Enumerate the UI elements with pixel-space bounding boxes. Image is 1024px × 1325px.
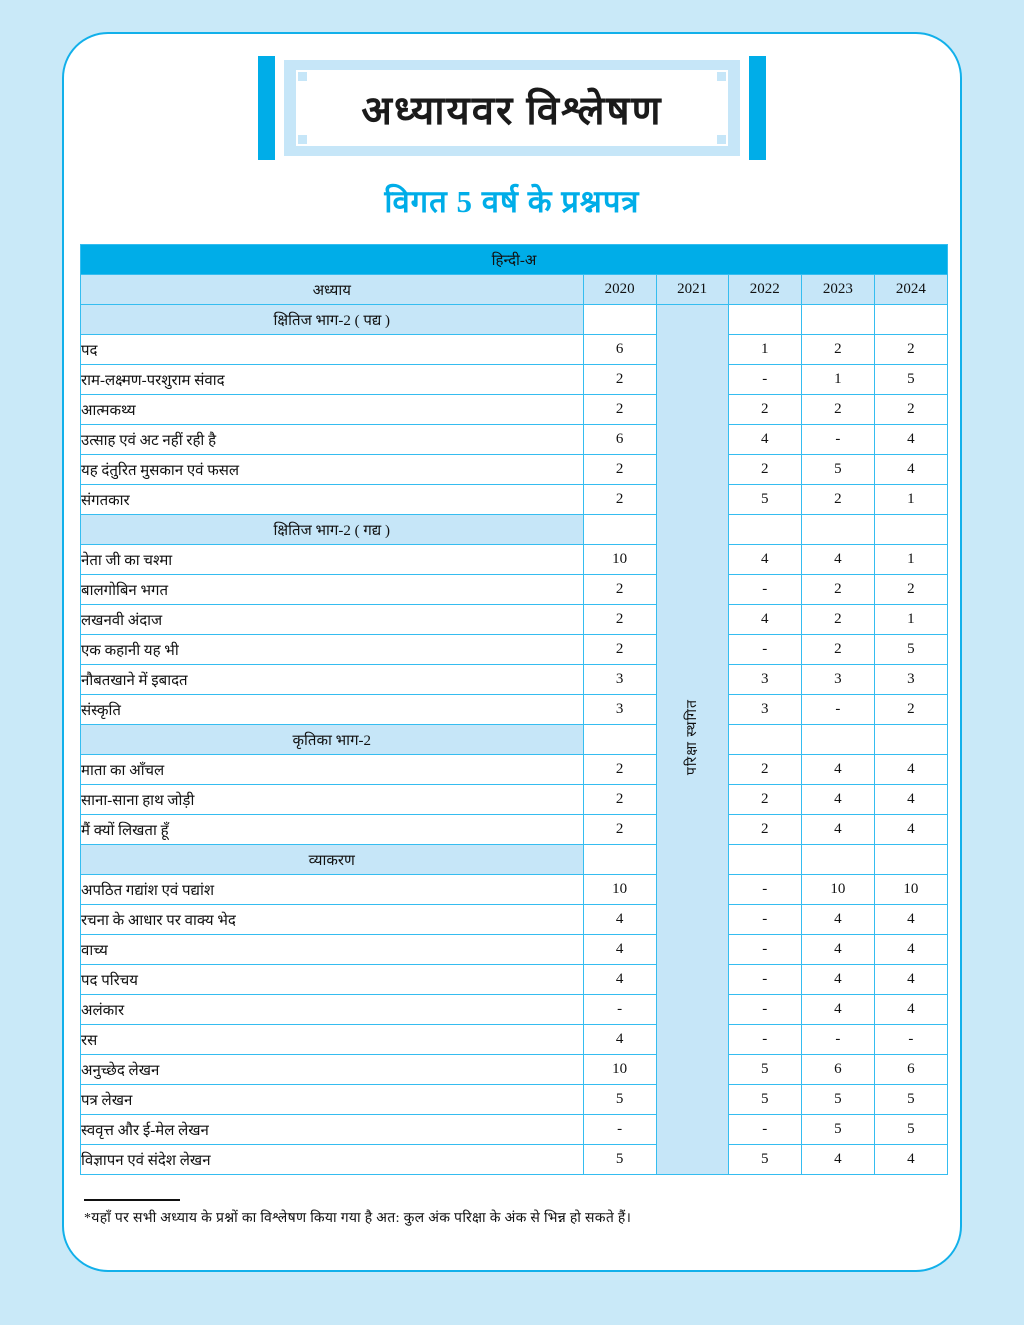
footnote-text: *यहाँ पर सभी अध्याय के प्रश्नों का विश्लेषण किया गया है अत: कुल अंक परिक्षा के अंक से भिन्न हो सकते हैं।: [84, 1211, 632, 1226]
section-cell-2024: [874, 725, 947, 755]
value-2020: 10: [583, 875, 656, 905]
value-2022: -: [728, 635, 801, 665]
table-row: [81, 665, 948, 695]
chapter-name: लखनवी अंदाज: [81, 605, 584, 635]
chapter-name: विज्ञापन एवं संदेश लेखन: [81, 1145, 584, 1175]
chapter-name: नेता जी का चश्मा: [81, 545, 584, 575]
value-2022: 2: [728, 815, 801, 845]
value-2024: 4: [874, 995, 947, 1025]
value-2022: 3: [728, 665, 801, 695]
value-2020: 6: [583, 335, 656, 365]
value-2022: 2: [728, 455, 801, 485]
value-2023: 2: [801, 605, 874, 635]
chapter-name: पद: [81, 335, 584, 365]
section-header-row: [81, 845, 948, 875]
value-2020: 2: [583, 605, 656, 635]
table-row: [81, 455, 948, 485]
exam-postponed-label: परिक्षा स्थगित: [684, 698, 700, 776]
chapter-name: स्ववृत्त और ई-मेल लेखन: [81, 1115, 584, 1145]
page-title: अध्यायवर विश्लेषण: [361, 87, 663, 133]
section-cell-2022: [728, 845, 801, 875]
value-2022: 2: [728, 755, 801, 785]
table-row: [81, 1115, 948, 1145]
table-row: [81, 545, 948, 575]
table-row: [81, 1085, 948, 1115]
value-2020: 3: [583, 665, 656, 695]
value-2023: 2: [801, 395, 874, 425]
value-2022: -: [728, 995, 801, 1025]
subtitle: विगत 5 वर्ष के प्रश्नपत्र: [384, 184, 640, 219]
value-2023: 6: [801, 1055, 874, 1085]
banner-notch-top-right: [717, 72, 726, 81]
chapter-name: एक कहानी यह भी: [81, 635, 584, 665]
footnote-divider: [84, 1199, 180, 1201]
section-cell-2024: [874, 305, 947, 335]
section-header-row: [81, 305, 948, 335]
value-2023: 10: [801, 875, 874, 905]
value-2020: 2: [583, 755, 656, 785]
table-row: [81, 875, 948, 905]
value-2024: 4: [874, 905, 947, 935]
chapter-name: बालगोबिन भगत: [81, 575, 584, 605]
value-2022: 2: [728, 395, 801, 425]
value-2023: 4: [801, 935, 874, 965]
value-2023: 5: [801, 455, 874, 485]
analysis-card: [62, 32, 962, 1272]
section-title: व्याकरण: [81, 845, 584, 875]
table-row: [81, 1025, 948, 1055]
value-2024: 4: [874, 455, 947, 485]
value-2024: 1: [874, 485, 947, 515]
value-2022: 5: [728, 1145, 801, 1175]
section-title: क्षितिज भाग-2 ( गद्य ): [81, 515, 584, 545]
section-cell-2020: [583, 515, 656, 545]
section-cell-2020: [583, 725, 656, 755]
column-header-chapter: अध्याय: [81, 275, 584, 305]
chapter-name: अनुच्छेद लेखन: [81, 1055, 584, 1085]
value-2023: 3: [801, 665, 874, 695]
chapter-name: यह दंतुरित मुसकान एवं फसल: [81, 455, 584, 485]
value-2022: 4: [728, 605, 801, 635]
value-2020: 4: [583, 905, 656, 935]
value-2023: 2: [801, 635, 874, 665]
value-2024: 1: [874, 605, 947, 635]
value-2023: -: [801, 425, 874, 455]
section-title: क्षितिज भाग-2 ( पद्य ): [81, 305, 584, 335]
value-2020: 2: [583, 455, 656, 485]
value-2020: 4: [583, 935, 656, 965]
table-row: [81, 905, 948, 935]
table-row: [81, 425, 948, 455]
chapter-name: माता का आँचल: [81, 755, 584, 785]
value-2020: 4: [583, 965, 656, 995]
column-header-year-2024: 2024: [874, 275, 947, 305]
chapter-name: संगतकार: [81, 485, 584, 515]
section-cell-2022: [728, 725, 801, 755]
table-subject-header-row: [81, 245, 948, 275]
table-row: [81, 395, 948, 425]
value-2023: 4: [801, 905, 874, 935]
banner-inner: [296, 70, 728, 146]
title-banner: [258, 56, 766, 160]
value-2024: 5: [874, 635, 947, 665]
table-row: [81, 335, 948, 365]
value-2020: 2: [583, 635, 656, 665]
merged-2021-cell: [656, 305, 728, 1175]
chapter-name: रचना के आधार पर वाक्य भेद: [81, 905, 584, 935]
value-2020: 6: [583, 425, 656, 455]
table-row: [81, 755, 948, 785]
section-cell-2023: [801, 515, 874, 545]
value-2024: 4: [874, 425, 947, 455]
chapter-name: आत्मकथ्य: [81, 395, 584, 425]
chapterwise-analysis-table: [80, 244, 948, 1175]
table-row: [81, 605, 948, 635]
section-header-row: [81, 515, 948, 545]
table-column-header-row: [81, 275, 948, 305]
value-2022: 5: [728, 1085, 801, 1115]
value-2024: 5: [874, 365, 947, 395]
subject-header: हिन्दी-अ: [81, 245, 948, 275]
chapter-name: अपठित गद्यांश एवं पद्यांश: [81, 875, 584, 905]
value-2022: -: [728, 575, 801, 605]
value-2020: 2: [583, 575, 656, 605]
value-2023: 4: [801, 545, 874, 575]
value-2022: 4: [728, 425, 801, 455]
value-2024: 2: [874, 395, 947, 425]
table-row: [81, 695, 948, 725]
value-2022: -: [728, 1025, 801, 1055]
value-2024: 4: [874, 965, 947, 995]
value-2022: -: [728, 365, 801, 395]
table-row: [81, 575, 948, 605]
value-2020: 5: [583, 1085, 656, 1115]
table-row: [81, 1055, 948, 1085]
column-header-year-2020: 2020: [583, 275, 656, 305]
value-2024: 4: [874, 755, 947, 785]
value-2022: -: [728, 875, 801, 905]
value-2024: 3: [874, 665, 947, 695]
value-2020: -: [583, 1115, 656, 1145]
value-2024: -: [874, 1025, 947, 1055]
table-row: [81, 485, 948, 515]
chapter-name: रस: [81, 1025, 584, 1055]
table-row: [81, 815, 948, 845]
column-header-year-2022: 2022: [728, 275, 801, 305]
chapter-name: नौबतखाने में इबादत: [81, 665, 584, 695]
value-2023: 2: [801, 575, 874, 605]
value-2020: 2: [583, 395, 656, 425]
value-2020: -: [583, 995, 656, 1025]
value-2024: 4: [874, 785, 947, 815]
table-row: [81, 935, 948, 965]
value-2023: 4: [801, 815, 874, 845]
value-2023: 2: [801, 335, 874, 365]
chapter-name: राम-लक्ष्मण-परशुराम संवाद: [81, 365, 584, 395]
value-2024: 4: [874, 935, 947, 965]
banner-frame: [284, 60, 740, 156]
value-2023: 4: [801, 965, 874, 995]
value-2023: 4: [801, 1145, 874, 1175]
chapter-name: पत्र लेखन: [81, 1085, 584, 1115]
value-2020: 3: [583, 695, 656, 725]
chapter-name: संस्कृति: [81, 695, 584, 725]
value-2023: 4: [801, 995, 874, 1025]
value-2024: 4: [874, 1145, 947, 1175]
value-2020: 2: [583, 815, 656, 845]
analysis-table-wrap: [80, 244, 944, 1175]
banner-notch-bottom-left: [298, 135, 307, 144]
value-2023: 5: [801, 1115, 874, 1145]
value-2022: -: [728, 905, 801, 935]
banner-notch-bottom-right: [717, 135, 726, 144]
value-2020: 2: [583, 485, 656, 515]
chapter-name: वाच्य: [81, 935, 584, 965]
chapter-name: पद परिचय: [81, 965, 584, 995]
section-cell-2023: [801, 845, 874, 875]
table-row: [81, 995, 948, 1025]
value-2022: -: [728, 1115, 801, 1145]
column-header-year-2023: 2023: [801, 275, 874, 305]
value-2024: 2: [874, 335, 947, 365]
chapter-name: मैं क्यों लिखता हूँ: [81, 815, 584, 845]
value-2023: -: [801, 1025, 874, 1055]
table-row: [81, 365, 948, 395]
value-2024: 10: [874, 875, 947, 905]
value-2024: 2: [874, 575, 947, 605]
value-2023: 4: [801, 785, 874, 815]
table-row: [81, 785, 948, 815]
table-row: [81, 635, 948, 665]
value-2024: 2: [874, 695, 947, 725]
banner-notch-top-left: [298, 72, 307, 81]
value-2022: 5: [728, 485, 801, 515]
value-2022: 4: [728, 545, 801, 575]
value-2024: 5: [874, 1085, 947, 1115]
chapter-name: उत्साह एवं अट नहीं रही है: [81, 425, 584, 455]
value-2023: 4: [801, 755, 874, 785]
section-cell-2020: [583, 305, 656, 335]
section-cell-2022: [728, 305, 801, 335]
section-title: कृतिका भाग-2: [81, 725, 584, 755]
value-2022: -: [728, 965, 801, 995]
value-2020: 10: [583, 545, 656, 575]
value-2022: 5: [728, 1055, 801, 1085]
section-cell-2024: [874, 845, 947, 875]
value-2023: 1: [801, 365, 874, 395]
section-header-row: [81, 725, 948, 755]
value-2020: 2: [583, 785, 656, 815]
value-2020: 2: [583, 365, 656, 395]
value-2022: 2: [728, 785, 801, 815]
banner-bar-left: [258, 56, 275, 160]
table-row: [81, 965, 948, 995]
value-2020: 10: [583, 1055, 656, 1085]
value-2023: 5: [801, 1085, 874, 1115]
column-header-year-2021: 2021: [656, 275, 728, 305]
chapter-name: साना-साना हाथ जोड़ी: [81, 785, 584, 815]
chapter-name: अलंकार: [81, 995, 584, 1025]
value-2023: -: [801, 695, 874, 725]
value-2022: -: [728, 935, 801, 965]
value-2020: 5: [583, 1145, 656, 1175]
section-cell-2023: [801, 725, 874, 755]
value-2024: 1: [874, 545, 947, 575]
value-2024: 4: [874, 815, 947, 845]
section-cell-2020: [583, 845, 656, 875]
value-2022: 1: [728, 335, 801, 365]
section-cell-2024: [874, 515, 947, 545]
value-2024: 5: [874, 1115, 947, 1145]
value-2024: 6: [874, 1055, 947, 1085]
footnote-area: [84, 1199, 924, 1227]
table-row: [81, 1145, 948, 1175]
banner-bar-right: [749, 56, 766, 160]
value-2023: 2: [801, 485, 874, 515]
value-2022: 3: [728, 695, 801, 725]
section-cell-2022: [728, 515, 801, 545]
section-cell-2023: [801, 305, 874, 335]
value-2020: 4: [583, 1025, 656, 1055]
